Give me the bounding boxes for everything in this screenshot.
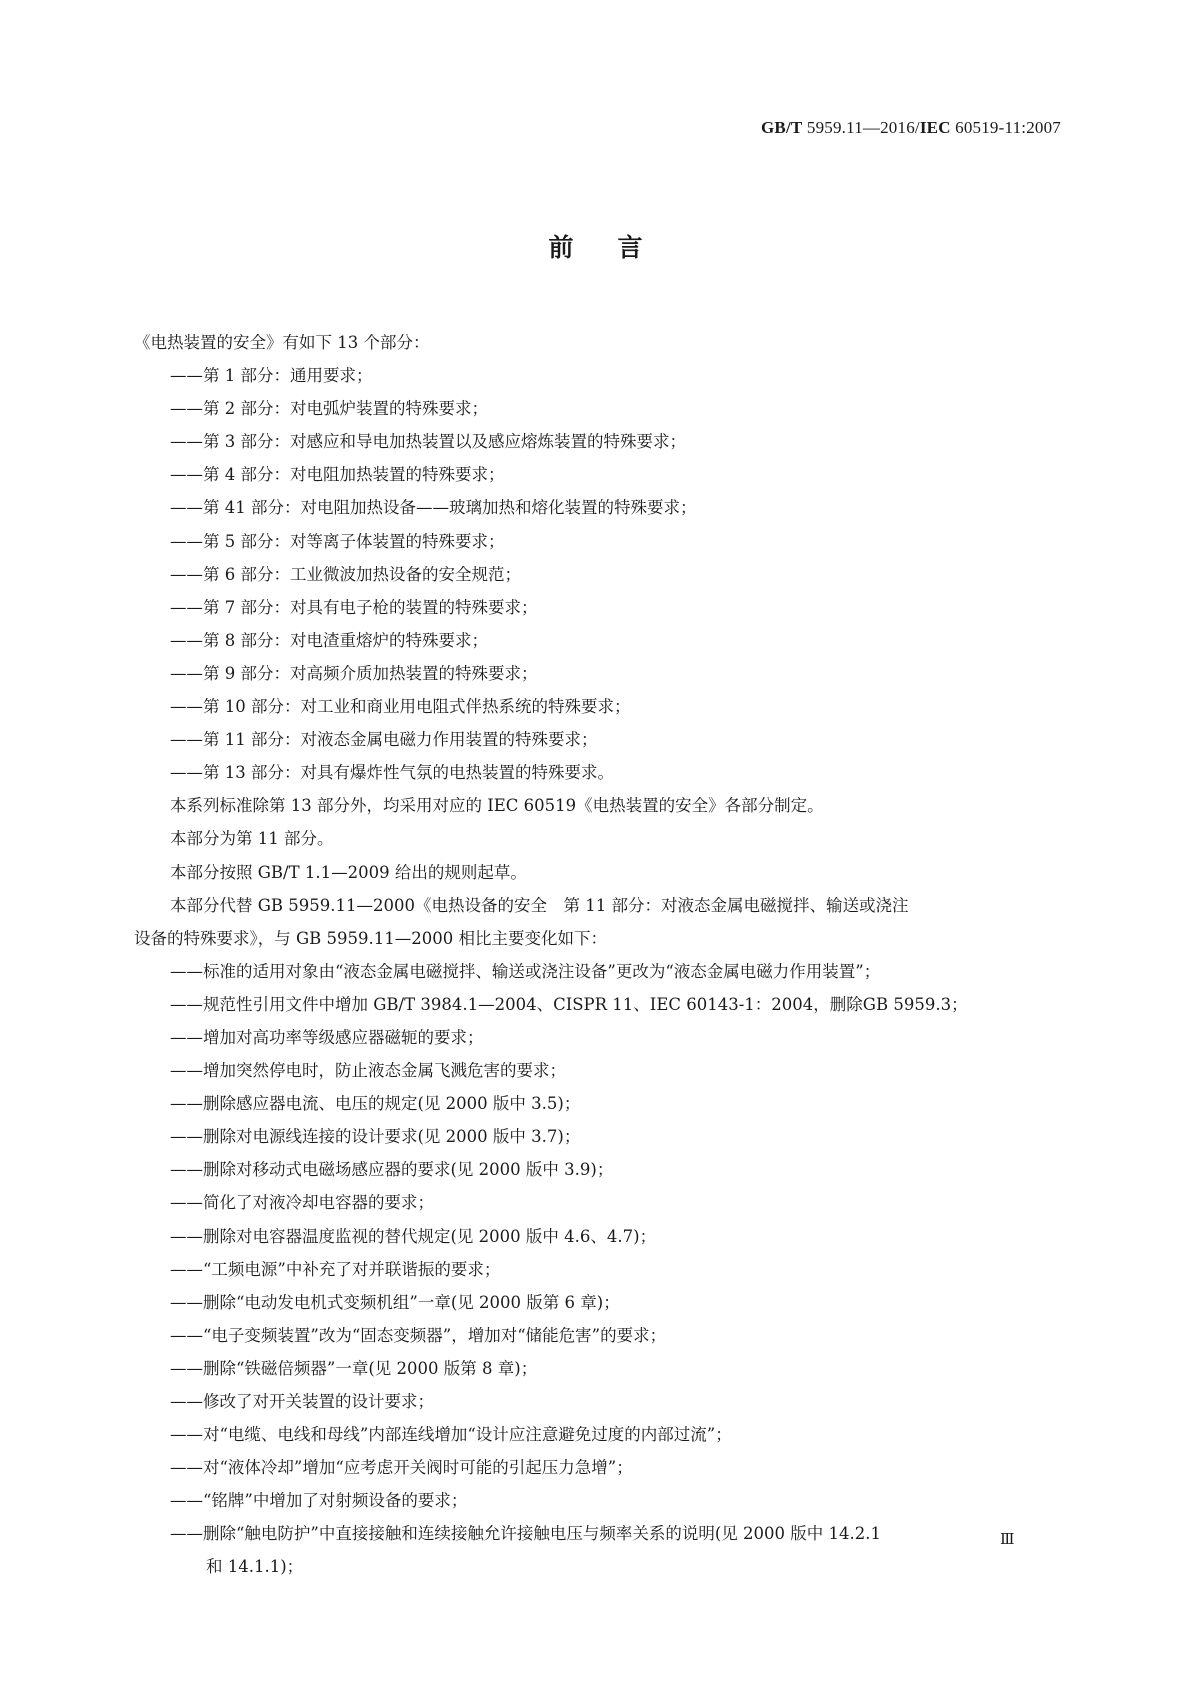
list-item: ——删除对电容器温度监视的替代规定(见 2000 版中 4.6、4.7)； (170, 1226, 657, 1246)
list-item: ——标准的适用对象由“液态金属电磁搅拌、输送或浇注设备”更改为“液态金属电磁力作用装置”； (170, 961, 881, 981)
standard-code-prefix: GB/T (761, 118, 803, 137)
intro-paragraph: 《电热装置的安全》有如下 13 个部分： (134, 333, 430, 352)
list-item: ——第 4 部分：对电阻加热装置的特殊要求； (170, 465, 505, 485)
list-item: ——删除感应器电流、电压的规定(见 2000 版中 3.5)； (170, 1094, 581, 1114)
list-item: ——第 5 部分：对等离子体装置的特殊要求； (170, 531, 505, 551)
standard-code-number: 5959.11—2016/ (802, 118, 920, 137)
document-body (134, 326, 1060, 1584)
list-item: ——增加突然停电时，防止液态金属飞溅危害的要求； (170, 1061, 566, 1081)
page-number: Ⅲ (1000, 1530, 1015, 1548)
list-item: ——删除对电源线连接的设计要求(见 2000 版中 3.7)； (170, 1127, 581, 1147)
list-item: ——第 11 部分：对液态金属电磁力作用装置的特殊要求； (170, 730, 598, 750)
list-item: ——第 2 部分：对电弧炉装置的特殊要求； (170, 399, 488, 419)
list-item: ——第 7 部分：对具有电子枪的装置的特殊要求； (170, 597, 538, 617)
paragraph: 本系列标准除第 13 部分外，均采用对应的 IEC 60519《电热装置的安全》各部分制定。 (170, 796, 824, 816)
list-item: ——“铭牌”中增加了对射频设备的要求； (170, 1491, 468, 1511)
iec-prefix: IEC (919, 118, 951, 137)
list-item: ——第 41 部分：对电阻加热设备——玻璃加热和熔化装置的特殊要求； (170, 498, 697, 518)
list-item: ——“工频电源”中补充了对并联谐振的要求； (170, 1259, 501, 1279)
list-item: ——简化了对液冷却电容器的要求； (170, 1193, 434, 1213)
list-item: ——删除“电动发电机式变频机组”一章(见 2000 版第 6 章)； (170, 1292, 620, 1312)
iec-code-number: 60519-11:2007 (950, 118, 1061, 137)
parts-list (170, 359, 1060, 789)
paragraph: 本部分为第 11 部分。 (170, 829, 334, 849)
list-item: ——第 8 部分：对电渣重熔炉的特殊要求； (170, 630, 488, 650)
list-item: ——修改了对开关装置的设计要求； (170, 1392, 434, 1411)
list-item: ——删除对移动式电磁场感应器的要求(见 2000 版中 3.9)； (170, 1160, 614, 1180)
list-item: ——第 9 部分：对高频介质加热装置的特殊要求； (170, 663, 538, 683)
list-item: ——第 1 部分：通用要求； (170, 366, 373, 386)
replace-paragraph-line1: 本部分代替 GB 5959.11—2000《电热设备的安全 第 11 部分：对液态金属电磁搅拌、输送或浇注 (170, 895, 909, 915)
list-item: ——“电子变频装置”改为“固态变频器”，增加对“储能危害”的要求； (170, 1325, 667, 1345)
list-item: ——增加对高功率等级感应器磁轭的要求； (170, 1027, 484, 1047)
list-item: ——对“液体冷却”增加“应考虑开关阀时可能的引起压力急增”； (170, 1458, 633, 1478)
page-title: 前言 (548, 233, 687, 262)
paragraph: 本部分按照 GB/T 1.1—2009 给出的规则起草。 (170, 862, 527, 882)
list-item: ——第 13 部分：对具有爆炸性气氛的电热装置的特殊要求。 (170, 763, 614, 783)
replace-paragraph-line2: 设备的特殊要求》，与 GB 5959.11—2000 相比主要变化如下： (134, 928, 608, 948)
list-item: ——规范性引用文件中增加 GB/T 3984.1—2004、CISPR 11、IEC 60143-1：2004，删除GB 5959.3； (170, 994, 968, 1014)
changes-list (170, 955, 1060, 1584)
list-item: ——对“电缆、电线和母线”内部连线增加“设计应注意避免过度的内部过流”； (170, 1425, 732, 1445)
list-item: ——第 10 部分：对工业和商业用电阻式伴热系统的特殊要求； (170, 697, 631, 717)
list-item-continuation: 和 14.1.1)； (206, 1557, 304, 1577)
standard-code (761, 118, 1061, 138)
list-item: ——第 6 部分：工业微波加热设备的安全规范； (170, 564, 521, 584)
list-item: ——删除“铁磁倍频器”一章(见 2000 版第 8 章)； (170, 1358, 538, 1378)
list-item: ——第 3 部分：对感应和导电加热装置以及感应熔炼装置的特殊要求； (170, 432, 686, 452)
list-item: ——删除“触电防护”中直接接触和连续接触允许接触电压与频率关系的说明(见 2000 版中 14.2.1 (170, 1524, 882, 1544)
